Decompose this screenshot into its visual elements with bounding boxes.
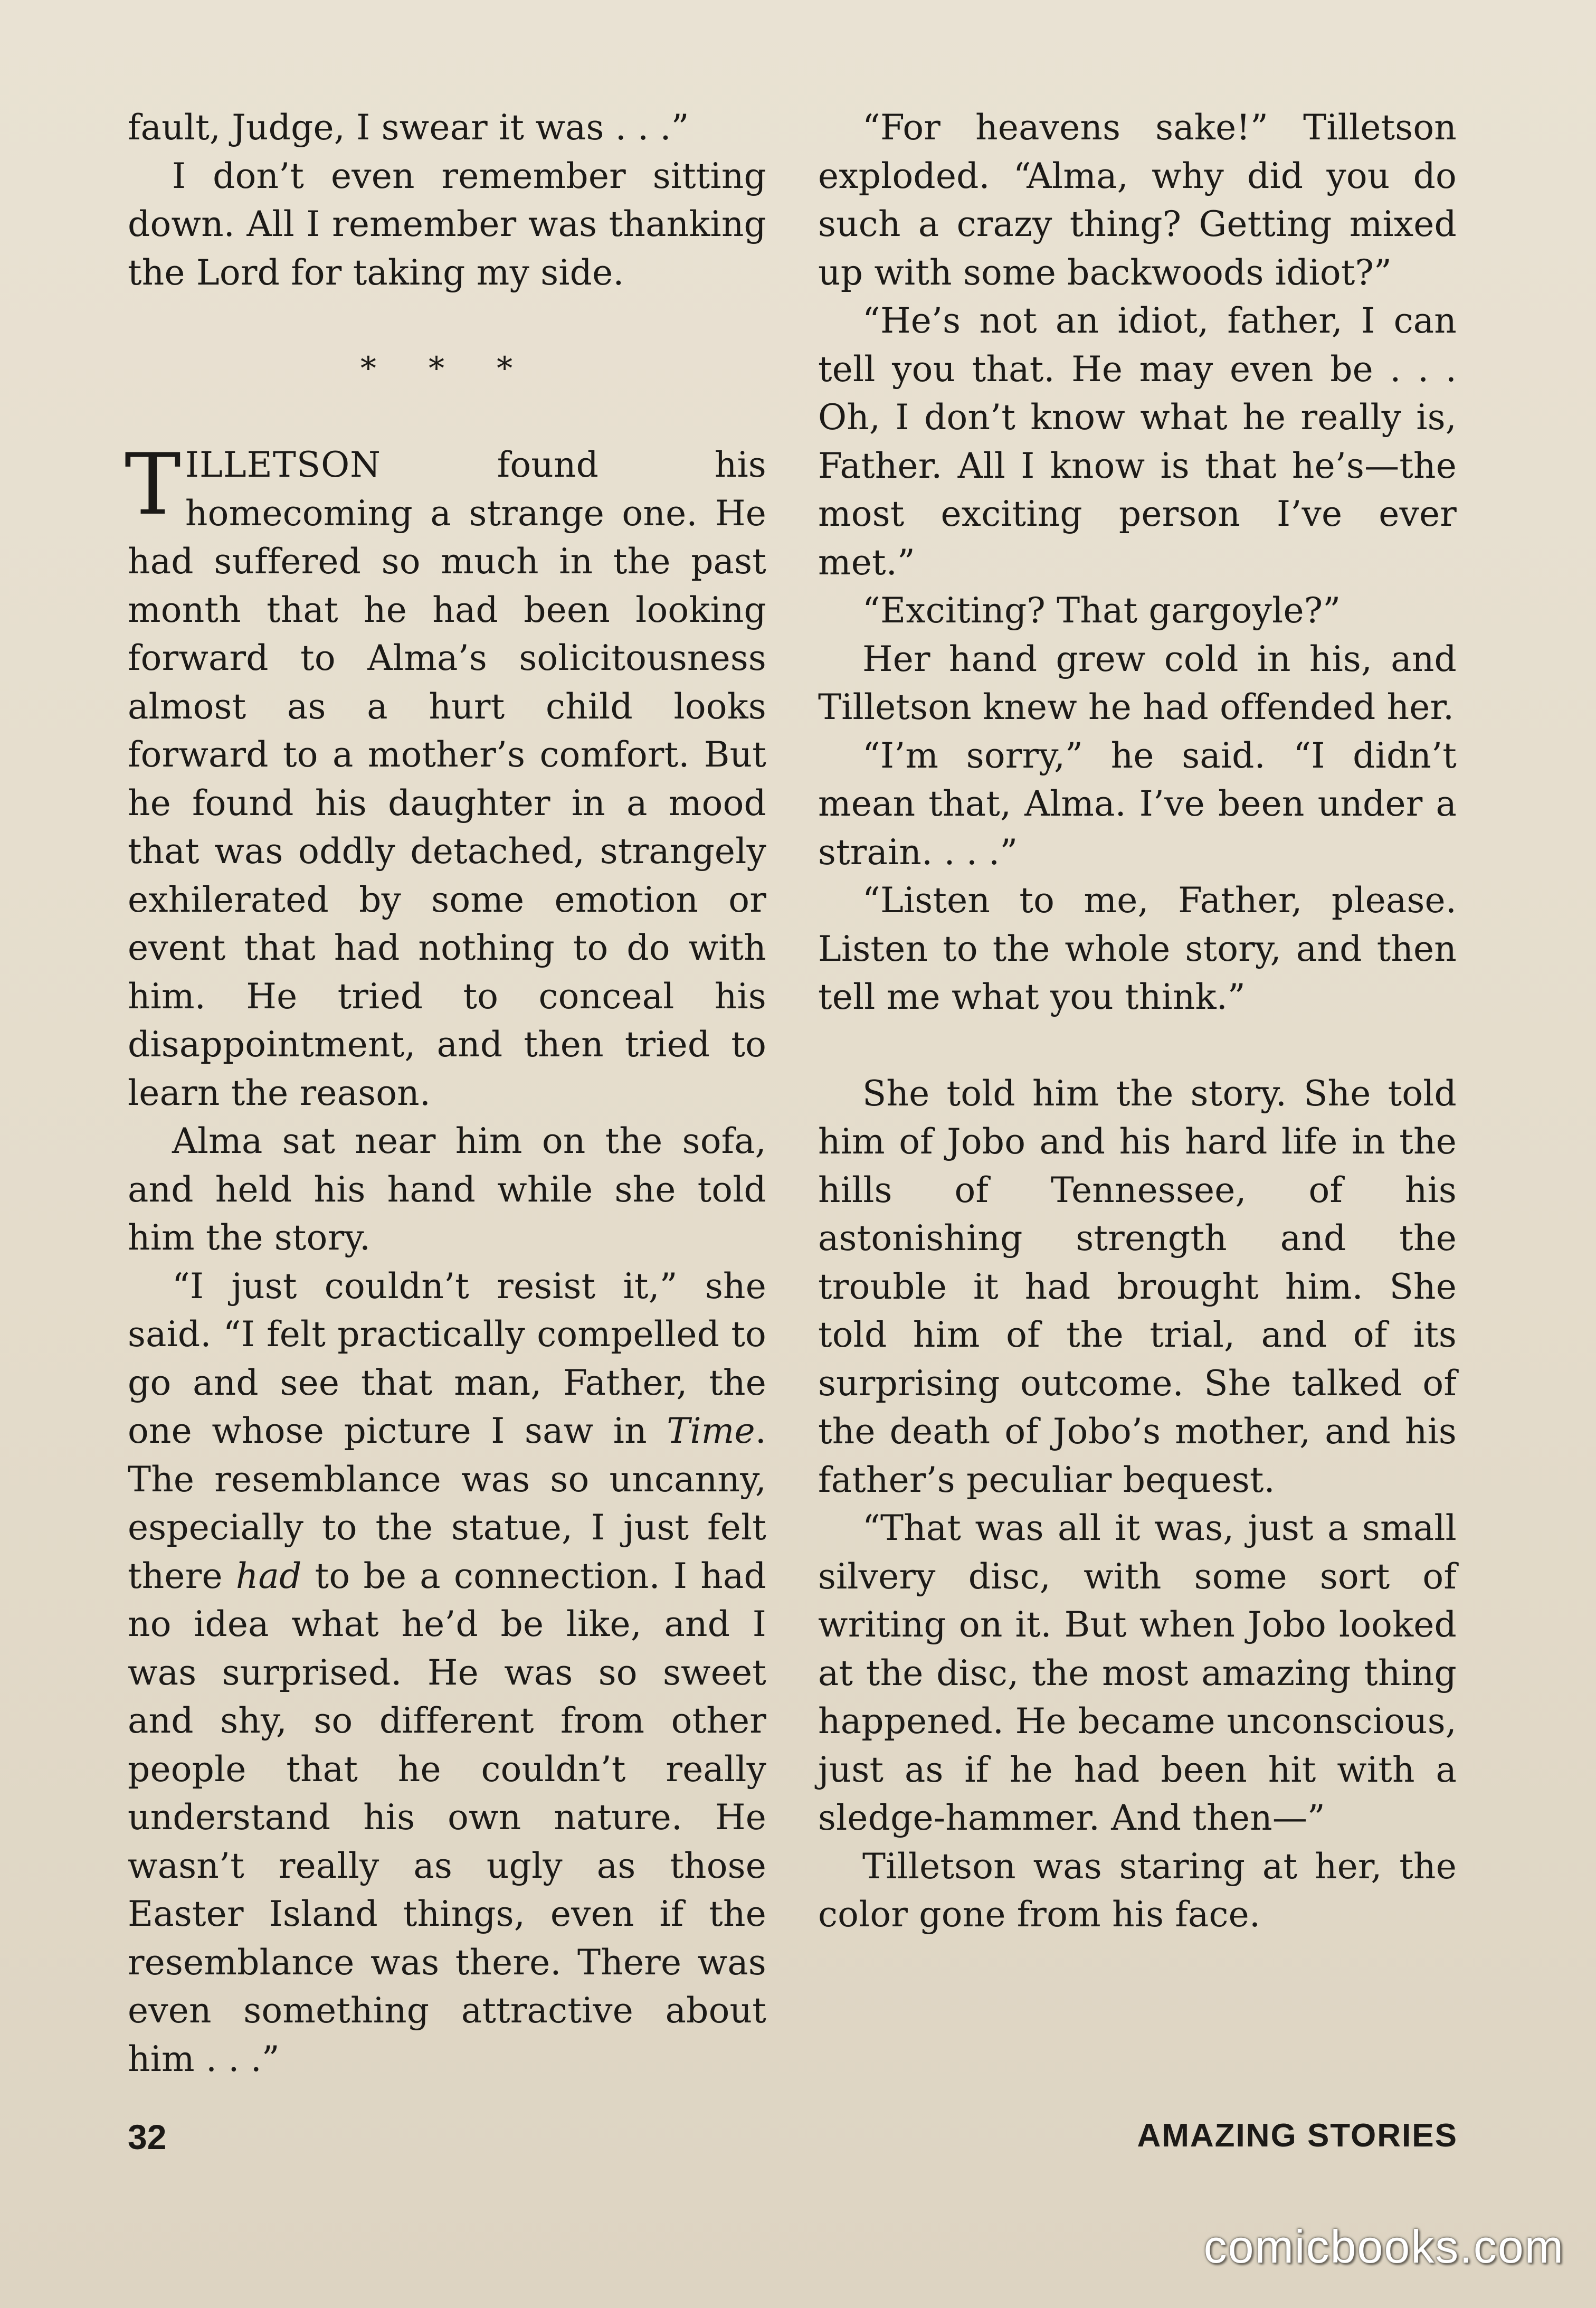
italic-word: Time	[667, 1411, 755, 1451]
paragraph: Her hand grew cold in his, and Tilletson knew he had offended her.	[818, 638, 1457, 727]
paragraph-text: . The resemblance was so uncanny, especially to the statue, I just felt there	[128, 1411, 766, 1596]
lead-in-word: ILLETSON	[185, 444, 381, 485]
paragraph: “That was all it was, just a small silvery disc, with some sort of writing on it. But when Jobo looked at the disc, the most amazing thing happened. He became unconscious, just as if he had been hit with a sledge-hammer. And then—”	[818, 1508, 1457, 1838]
paragraph: I don’t even remember sitting down. All I remember was thanking the Lord for taking my side.	[128, 155, 766, 293]
paragraph: She told him the story. She told him of Jobo and his hard life in the hills of Tennessee, of his astonishing strength and the trouble it had brought him. She told him of the trial, and of its surprising outcome. She talked of the death of Jobo’s mother, and his father’s peculiar bequest.	[818, 1073, 1457, 1500]
section-separator: * * *	[360, 350, 534, 387]
paragraph-dropcap	[125, 435, 766, 1117]
paragraph: “For heavens sake!” Tilletson exploded. “Alma, why did you do such a crazy thing? Getting mixed up with some backwoods idiot?”	[818, 107, 1457, 293]
left-column	[125, 103, 766, 2083]
paragraph: “Exciting? That gargoyle?”	[862, 590, 1341, 631]
page-footer	[128, 2117, 1458, 2164]
paragraph: “I’m sorry,” he said. “I didn’t mean that, Alma. I’ve been under a strain. . . .”	[818, 735, 1457, 873]
italic-word: had	[235, 1555, 302, 1596]
page-number: 32	[128, 2117, 167, 2156]
magazine-title: AMAZING STORIES	[1137, 2117, 1458, 2154]
paragraph-text: “I just couldn’t resist it,” she said. “I felt practically compelled to go and see that man, Father, the one whose picture I saw in	[128, 1265, 766, 1451]
paragraph-text: to be a connection. I had no idea what he’d be like, and I was surprised. He was so sweet and shy, so different from other people that he couldn’t really understand his own nature. He wasn’t really as ugly as those Easter Island things, even if the resemblance was there. There was even something attractive about him . . .”	[128, 1555, 766, 2079]
paragraph: “Listen to me, Father, please. Listen to the whole story, and then tell me what you think.”	[818, 880, 1457, 1017]
paragraph: “He’s not an idiot, father, I can tell you that. He may even be . . . Oh, I don’t know what he really is, Father. All I know is that he’s—the most exciting person I’ve ever met.”	[818, 300, 1457, 583]
paragraph: Tilletson was staring at her, the color gone from his face.	[818, 1846, 1457, 1935]
paragraph: fault, Judge, I swear it was . . .”	[128, 107, 689, 148]
paragraph: Alma sat near him on the sofa, and held his hand while she told him the story.	[128, 1121, 766, 1258]
right-column	[818, 103, 1457, 1939]
watermark: comicbooks.com	[1203, 2220, 1564, 2273]
paragraph-text: found his homecoming a strange one. He had suffered so much in the past month that he had been looking forward to Alma’s solicitousness almost as a hurt child looks forward to a mother’s comfort. But he found his daughter in a mood that was oddly detached, strangely exhilerated by some emotion or event that had nothing to do with him. He tried to conceal his disappointment, and then tried to learn the reason.	[128, 444, 766, 1113]
paragraph	[128, 1262, 766, 2084]
drop-cap: T	[125, 435, 181, 534]
